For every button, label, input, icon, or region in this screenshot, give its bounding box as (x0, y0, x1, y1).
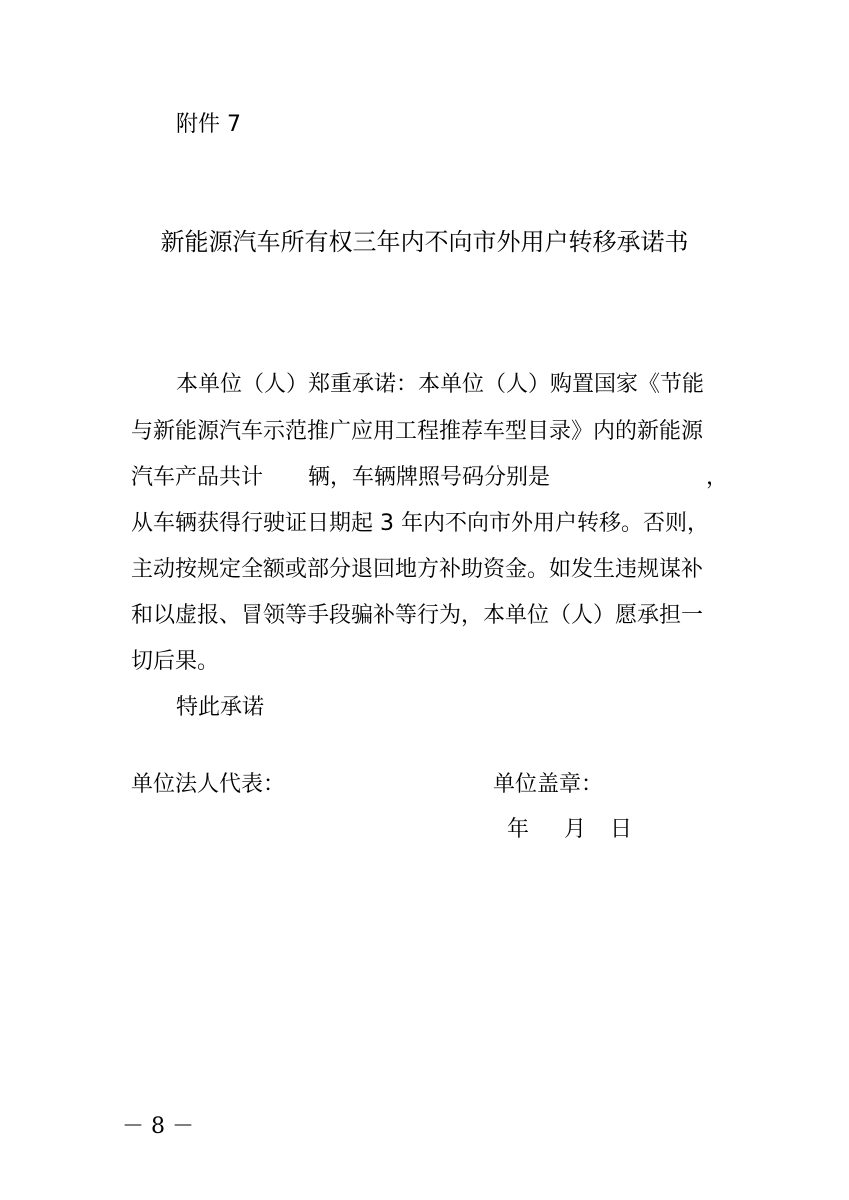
date-day-label: 日 (610, 817, 633, 842)
body-line-3-comma: ， (706, 465, 729, 490)
document-title: 新能源汽车所有权三年内不向市外用户转移承诺书 (160, 228, 689, 256)
legal-representative-label: 单位法人代表： (131, 772, 286, 797)
date-year-label: 年 (507, 817, 530, 842)
body-line-4: 从车辆获得行驶证日期起 3 年内不向市外用户转移。否则， (131, 511, 709, 536)
date-month-label: 月 (564, 817, 587, 842)
unit-seal-label: 单位盖章： (493, 772, 604, 797)
page-number: － 8 － (122, 1114, 194, 1139)
body-line-1: 本单位（人）郑重承诺：本单位（人）购置国家《节能 (176, 372, 705, 397)
body-line-2: 与新能源汽车示范推广应用工程推荐车型目录》内的新能源 (131, 419, 704, 444)
body-line-5: 主动按规定全额或部分退回地方补助资金。如发生违规谋补 (131, 557, 704, 582)
attachment-label: 附件 7 (176, 112, 241, 137)
body-line-6: 和以虚报、冒领等手段骗补等行为，本单位（人）愿承担一 (131, 603, 704, 628)
closing-statement: 特此承诺 (176, 695, 265, 720)
body-line-3 (131, 463, 550, 493)
body-line-3-part-a: 汽车产品共计 (131, 465, 264, 490)
body-line-3-part-b: 辆，车辆牌照号码分别是 (308, 465, 551, 490)
body-line-7: 切后果。 (131, 649, 220, 674)
